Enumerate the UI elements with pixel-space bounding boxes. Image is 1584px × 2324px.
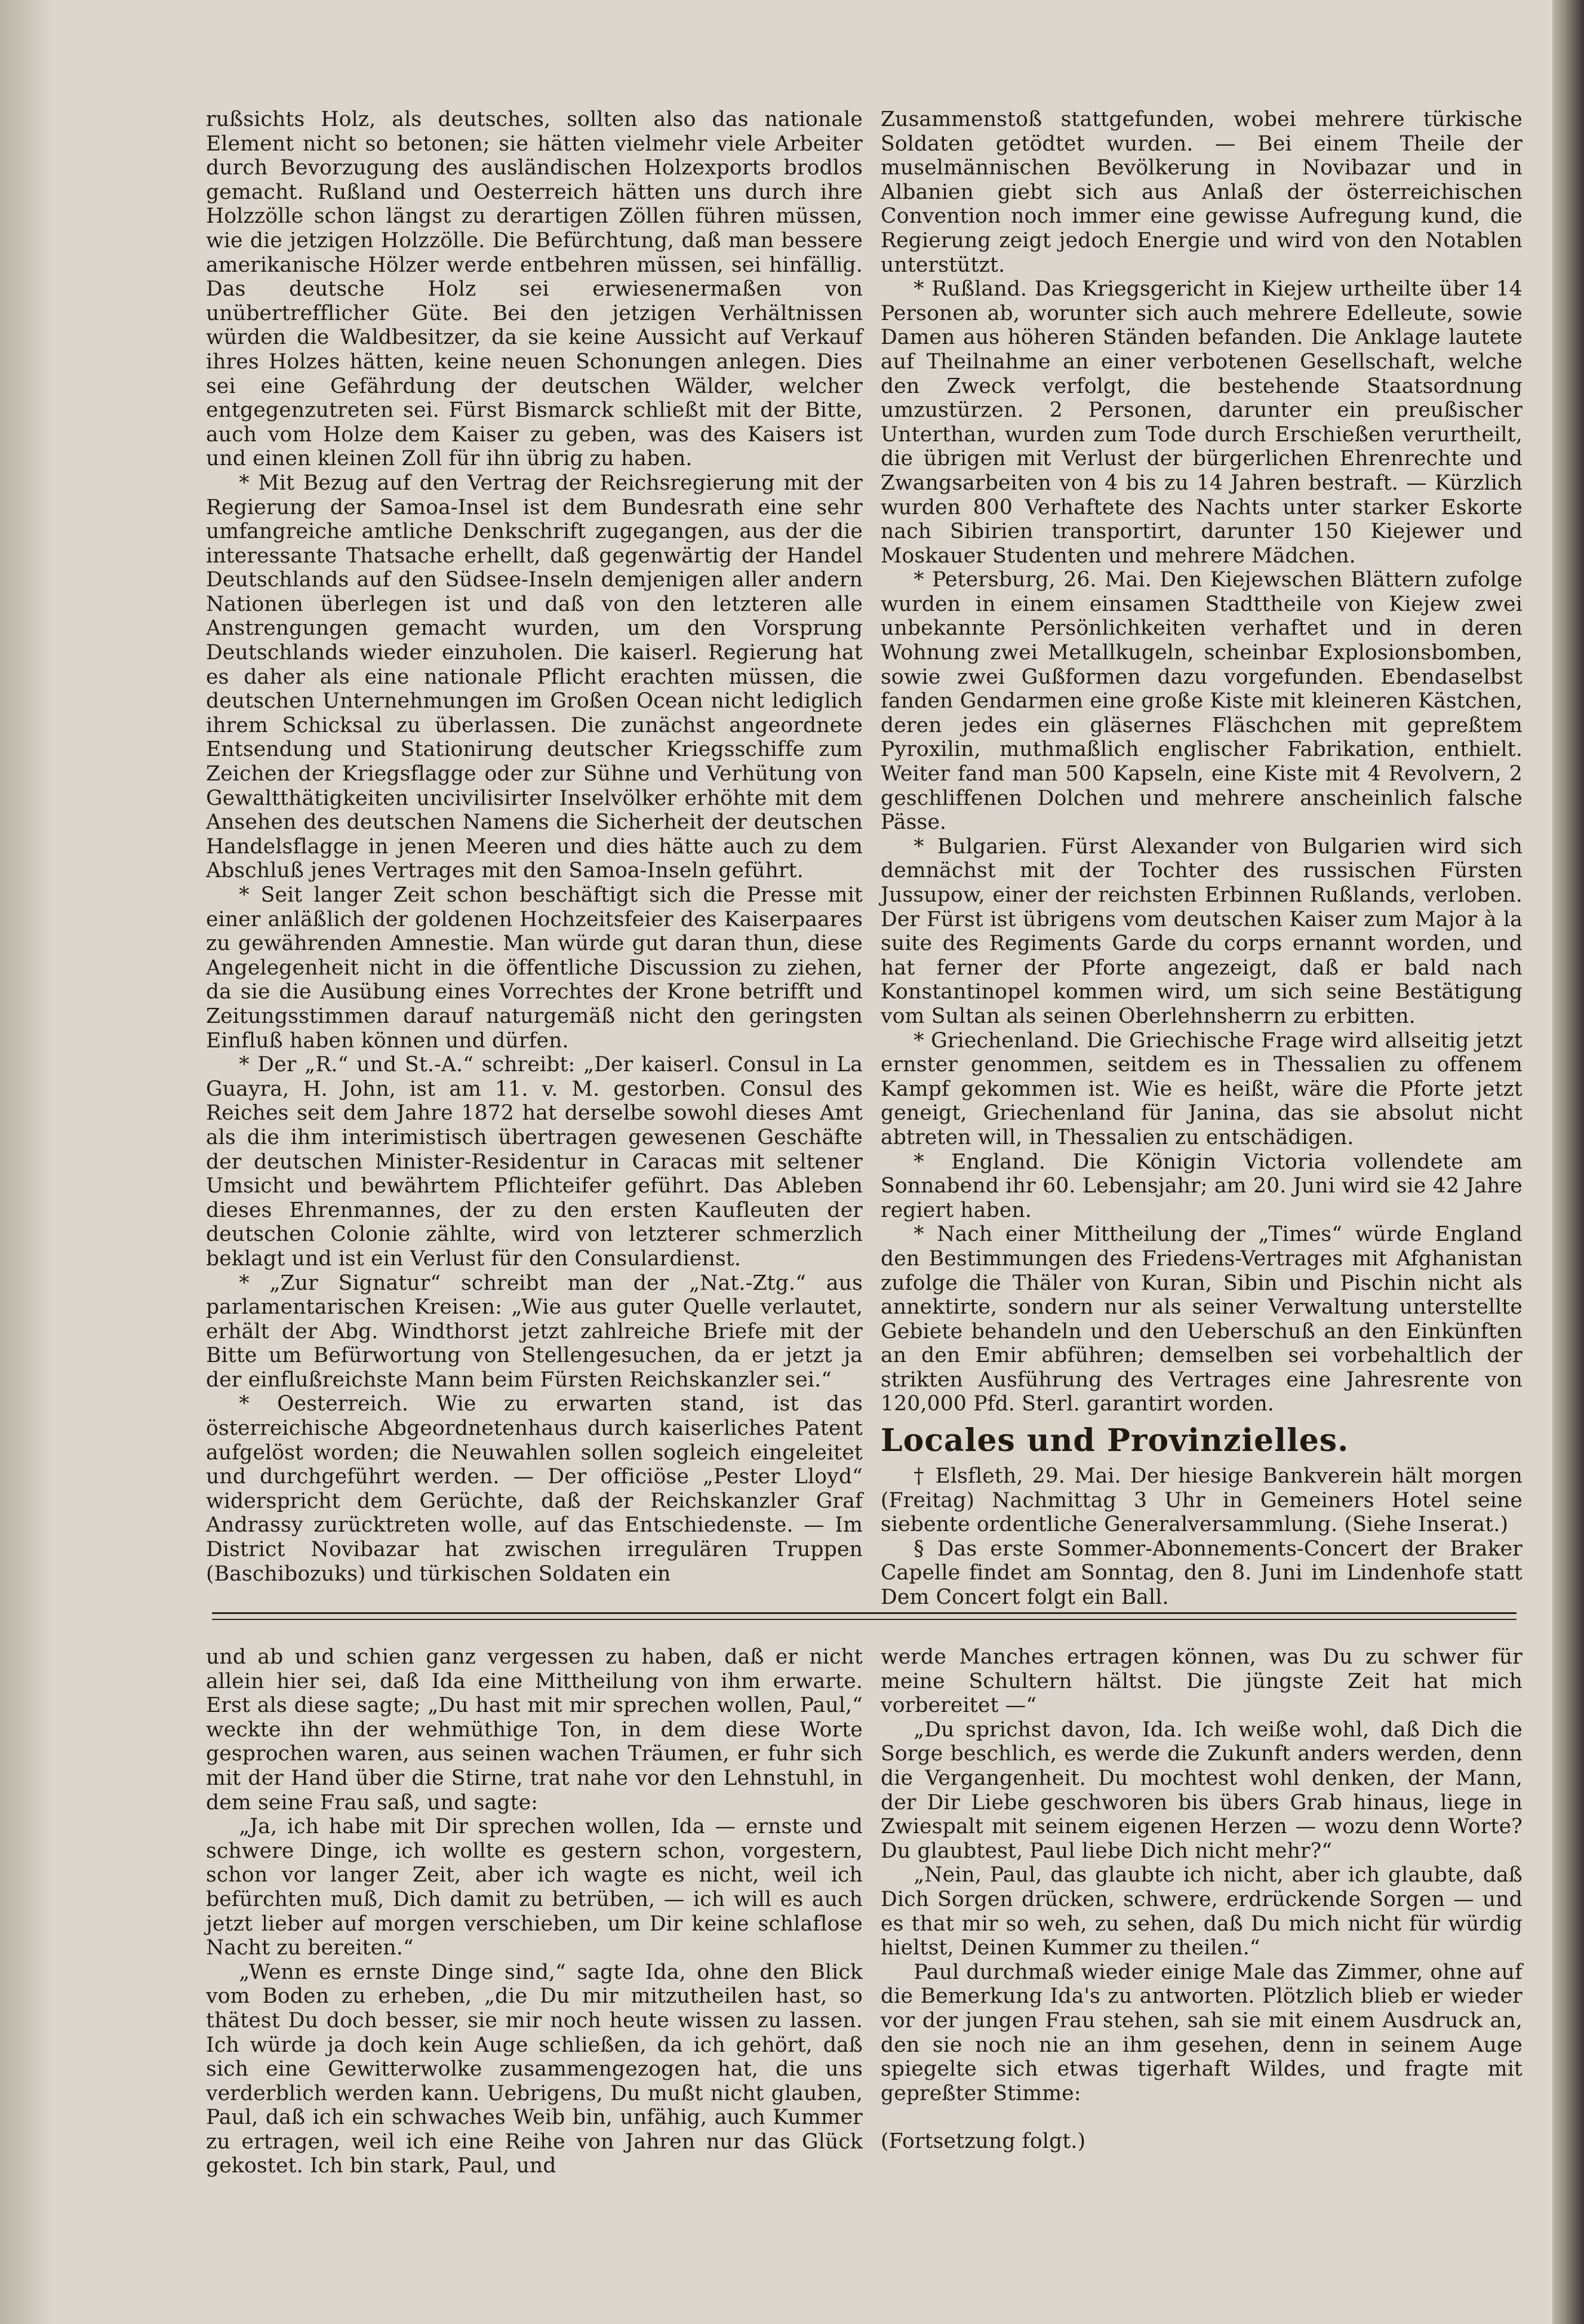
paragraph: „Du sprichst davon, Ida. Ich weiße wohl, daß Dich die Sorge beschlich, es werde die Zukunft anders werden, denn die Vergangenheit. Du mochtest wohl denken, der Mann, der Dir Liebe geschworen bis übers Grab hinaus, liege in Zwiespalt mit seinem eigenen Herzen — wozu denn Worte? Du glaubtest, Paul liebe Dich nicht mehr?“ <box>881 1717 1523 1863</box>
paragraph: „Ja, ich habe mit Dir sprechen wollen, Ida — ernste und schwere Dinge, ich wollte es gestern schon, vorgestern, schon vor langer Zeit, aber ich wagte es nicht, weil ich befürchten muß, Dich damit zu betrüben, — ich will es auch jetzt lieber auf morgen verschieben, um Dir keine schlaflose Nacht zu bereiten.“ <box>206 1815 863 1960</box>
section-title: Locales und Provinzielles. <box>881 1422 1349 1459</box>
paragraph: und ab und schien ganz vergessen zu haben, daß er nicht allein hier sei, daß Ida eine Mittheilung von ihm erwarte. Erst als diese sagte; „Du hast mit mir sprechen wollen, Paul,“ weckte ihn der wehmüthige Ton, in dem diese Worte gesprochen waren, aus seinen wachen Träumen, er fuhr sich mit der Hand über die Stirne, trat nahe vor den Lehnstuhl, in dem seine Frau saß, und sagte: <box>206 1645 863 1815</box>
paragraph: § Das erste Sommer-Abonnements-Concert der Braker Capelle findet am Sonntag, den 8. Juni im Lindenhofe statt Dem Concert folgt ein Ball. <box>881 1536 1523 1610</box>
paragraph: rußsichts Holz, als deutsches, sollten also das nationale Element nicht so betonen; sie hätten vielmehr viele Arbeiter durch Bevorzugung des ausländischen Holzexports brodlos gemacht. Rußland und Oesterreich hätten uns durch ihre Holzzölle schon längst zu derartigen Zöllen führen müssen, wie die jetzigen Holzzölle. Die Befürchtung, daß man bessere amerikanische Hölzer werde entbehren müssen, sei hinfällig. Das deutsche Holz sei erwiesenermaßen von unübertrefflicher Güte. Bei den jetzigen Verhältnissen würden die Waldbesitzer, da sie keine Aussicht auf Verkauf ihres Holzes hätten, keine neuen Schonungen anlegen. Dies sei eine Gefährdung der deutschen Wälder, welcher entgegenzutreten sei. Fürst Bismarck schließt mit der Bitte, auch vom Holze dem Kaiser zu geben, was des Kaisers ist und einen kleinen Zoll für ihn übrig zu haben. <box>206 107 863 471</box>
top-left-column <box>206 107 863 1588</box>
page-crease-shadow <box>0 0 54 2324</box>
continued-note: (Fortsetzung folgt.) <box>881 2129 1086 2154</box>
paragraph: * Griechenland. Die Griechische Frage wird allseitig jetzt ernster genommen, seitdem es in Thessalien zu offenem Kampf gekommen ist. Wie es heißt, wäre die Pforte jetzt geneigt, Griechenland für Janina, das sie absolut nicht abtreten will, in Thessalien zu entschädigen. <box>881 1028 1523 1149</box>
feuilleton-divider <box>212 1612 1517 1620</box>
paragraph: * England. Die Königin Victoria vollendete am Sonnabend ihr 60. Lebensjahr; am 20. Juni wird sie 42 Jahre regiert haben. <box>881 1149 1523 1222</box>
paragraph: * Nach einer Mittheilung der „Times“ würde England den Bestimmungen des Friedens-Vertrages mit Afghanistan zufolge die Thäler von Kuran, Sibin und Pischin nicht als annektirte, sondern nur als seiner Verwaltung unterstellte Gebiete behandeln und den Ueberschuß an den Einkünften an den Emir abführen; demselben sei vorbehaltlich der strikten Ausführung des Vertrages eine Jahresrente von 120,000 Pfd. Sterl. garantirt worden. <box>881 1222 1523 1416</box>
top-right-column <box>881 107 1523 1610</box>
bottom-right-column <box>881 1645 1523 2242</box>
paragraph: werde Manches ertragen können, was Du zu schwer für meine Schultern hältst. Die jüngste Zeit hat mich vorbereitet —“ <box>881 1645 1523 1718</box>
paragraph: Zusammenstoß stattgefunden, wobei mehrere türkische Soldaten getödtet wurden. — Bei einem Theile der muselmännischen Bevölkerung in Novibazar und in Albanien giebt sich aus Anlaß der österreichischen Convention noch immer eine gewisse Aufregung kund, die Regierung zeigt jedoch Energie und wird von den Notablen unterstützt. <box>881 107 1523 277</box>
paragraph: * Seit langer Zeit schon beschäftigt sich die Presse mit einer anläßlich der goldenen Hochzeitsfeier des Kaiserpaares zu gewährenden Amnestie. Man würde gut daran thun, diese Angelegenheit nicht in die öffentliche Discussion zu ziehen, da sie die Ausübung eines Vorrechtes der Krone betrifft und Zeitungsstimmen darauf naturgemäß nicht den geringsten Einfluß haben können und dürfen. <box>206 883 863 1053</box>
paragraph: * Mit Bezug auf den Vertrag der Reichsregierung mit der Regierung der Samoa-Insel ist dem Bundesrath eine sehr umfangreiche amtliche Denkschrift zugegangen, aus der die interessante Thatsache erhellt, daß gegenwärtig der Handel Deutschlands auf den Südsee-Inseln demjenigen aller andern Nationen überlegen ist und daß von den letzteren alle Anstrengungen gemacht wurden, um den Vorsprung Deutschlands wieder einzuholen. Die kaiserl. Regierung hat es daher als eine nationale Pflicht erachten müssen, die deutschen Unternehmungen im Großen Ocean nicht lediglich ihrem Schicksal zu überlassen. Die zunächst angeordnete Entsendung und Stationirung deutscher Kriegsschiffe zum Zeichen der Kriegsflagge oder zur Sühne und Verhütung von Gewaltthätigkeiten uncivilisirter Inselvölker erhöhte mit dem Ansehen des deutschen Namens die Sicherheit der deutschen Handelsflagge in jenen Meeren und dies hätte auch zu dem Abschluß jenes Vertrages mit den Samoa-Inseln geführt. <box>206 471 863 883</box>
paragraph: * „Zur Signatur“ schreibt man der „Nat.-Ztg.“ aus parlamentarischen Kreisen: „Wie aus guter Quelle verlautet, erhält der Abg. Windthorst jetzt zahlreiche Briefe mit der Bitte um Befürwortung von Stellengesuchen, da er jetzt ja der einflußreichste Mann beim Fürsten Reichskanzler sei.“ <box>206 1271 863 1392</box>
paragraph: * Der „R.“ und St.-A.“ schreibt: „Der kaiserl. Consul in La Guayra, H. John, ist am 11. v. M. gestorben. Consul des Reiches seit dem Jahre 1872 hat derselbe sowohl dieses Amt als die ihm interimistisch übertragen gewesenen Geschäfte der deutschen Minister-Residentur in Caracas mit seltener Umsicht und bewährtem Pflichteifer geführt. Das Ableben dieses Ehrenmannes, der zu den ersten Kaufleuten der deutschen Colonie zählte, wird von letzterer schmerzlich beklagt und ist ein Verlust für den Consulardienst. <box>206 1053 863 1271</box>
page-edge <box>1552 0 1584 2324</box>
paragraph: „Nein, Paul, das glaubte ich nicht, aber ich glaubte, daß Dich Sorgen drücken, schwere, erdrückende Sorgen — und es that mir so weh, zu sehen, daß Du mich nicht für würdig hieltst, Deinen Kummer zu theilen.“ <box>881 1863 1523 1960</box>
bottom-left-column <box>206 1645 863 2242</box>
paragraph: Paul durchmaß wieder einige Male das Zimmer, ohne auf die Bemerkung Ida's zu antworten. Plötzlich blieb er wieder vor der jungen Frau stehen, sah sie mit einem Ausdruck an, den sie noch nie an ihm gesehen, denn in seinem Auge spiegelte sich etwas tigerhaft Wildes, und fragte mit gepreßter Stimme: <box>881 1960 1523 2105</box>
paragraph: † Elsfleth, 29. Mai. Der hiesige Bankverein hält morgen (Freitag) Nachmittag 3 Uhr in Gemeiners Hotel seine siebente ordentliche Generalversammlung. (Siehe Inserat.) <box>881 1464 1523 1537</box>
paragraph: * Bulgarien. Fürst Alexander von Bulgarien wird sich demnächst mit der Tochter des russischen Fürsten Jussupow, einer der reichsten Erbinnen Rußlands, verloben. Der Fürst ist übrigens vom deutschen Kaiser zum Major à la suite des Regiments Garde du corps ernannt worden, und hat ferner der Pforte angezeigt, daß er bald nach Konstantinopel kommen wird, um sich seine Bestätigung vom Sultan als seinen Oberlehnsherrn zu erbitten. <box>881 834 1523 1028</box>
paragraph: * Rußland. Das Kriegsgericht in Kiejew urtheilte über 14 Personen ab, worunter sich auch mehrere Edelleute, sowie Damen aus höheren Ständen befanden. Die Anklage lautete auf Theilnahme an einer verbotenen Gesellschaft, welche den Zweck verfolgt, die bestehende Staatsordnung umzustürzen. 2 Personen, darunter ein preußischer Unterthan, wurden zum Tode durch Erschießen verurtheilt, die übrigen mit Verlust der bürgerlichen Ehrenrechte und Zwangsarbeiten von 4 bis zu 14 Jahren bestraft. — Kürzlich wurden 800 Verhaftete des Nachts unter starker Eskorte nach Sibirien transportirt, darunter 150 Kiejewer und Moskauer Studenten und mehrere Mädchen. <box>881 277 1523 568</box>
paragraph: * Petersburg, 26. Mai. Den Kiejewschen Blättern zufolge wurden in einem einsamen Stadttheile von Kiejew zwei unbekannte Persönlichkeiten verhaftet und in deren Wohnung zwei Metallkugeln, scheinbar Explosionsbomben, sowie zwei Gußformen dazu vorgefunden. Ebendaselbst fanden Gendarmen eine große Kiste mit kleineren Kästchen, deren jedes ein gläsernes Fläschchen mit gepreßtem Pyroxilin, muthmaßlich englischer Fabrikation, enthielt. Weiter fand man 500 Kapseln, eine Kiste mit 4 Revolvern, 2 geschliffenen Dolchen und mehrere anscheinlich falsche Pässe. <box>881 568 1523 835</box>
paragraph: * Oesterreich. Wie zu erwarten stand, ist das österreichische Abgeordnetenhaus durch kaiserliches Patent aufgelöst worden; die Neuwahlen sollen sogleich eingeleitet und durchgeführt werden. — Der officiöse „Pester Lloyd“ widerspricht dem Gerüchte, daß der Reichskanzler Graf Andrassy zurücktreten wolle, auf das Entschiedenste. — Im District Novibazar hat zwischen irregulären Truppen (Baschibozuks) und türkischen Soldaten ein <box>206 1392 863 1586</box>
paragraph: „Wenn es ernste Dinge sind,“ sagte Ida, ohne den Blick vom Boden zu erheben, „die Du mir mitzutheilen hast, so thätest Du doch besser, sie mir noch heute wissen zu lassen. Ich würde ja doch kein Auge schließen, da ich gehört, daß sich eine Gewitterwolke zusammengezogen hat, die uns verderblich werden kann. Uebrigens, Du mußt nicht glauben, Paul, daß ich ein schwaches Weib bin, unfähig, auch Kummer zu ertragen, weil ich eine Reihe von Jahren nur das Glück gekostet. Ich bin stark, Paul, und <box>206 1960 863 2178</box>
